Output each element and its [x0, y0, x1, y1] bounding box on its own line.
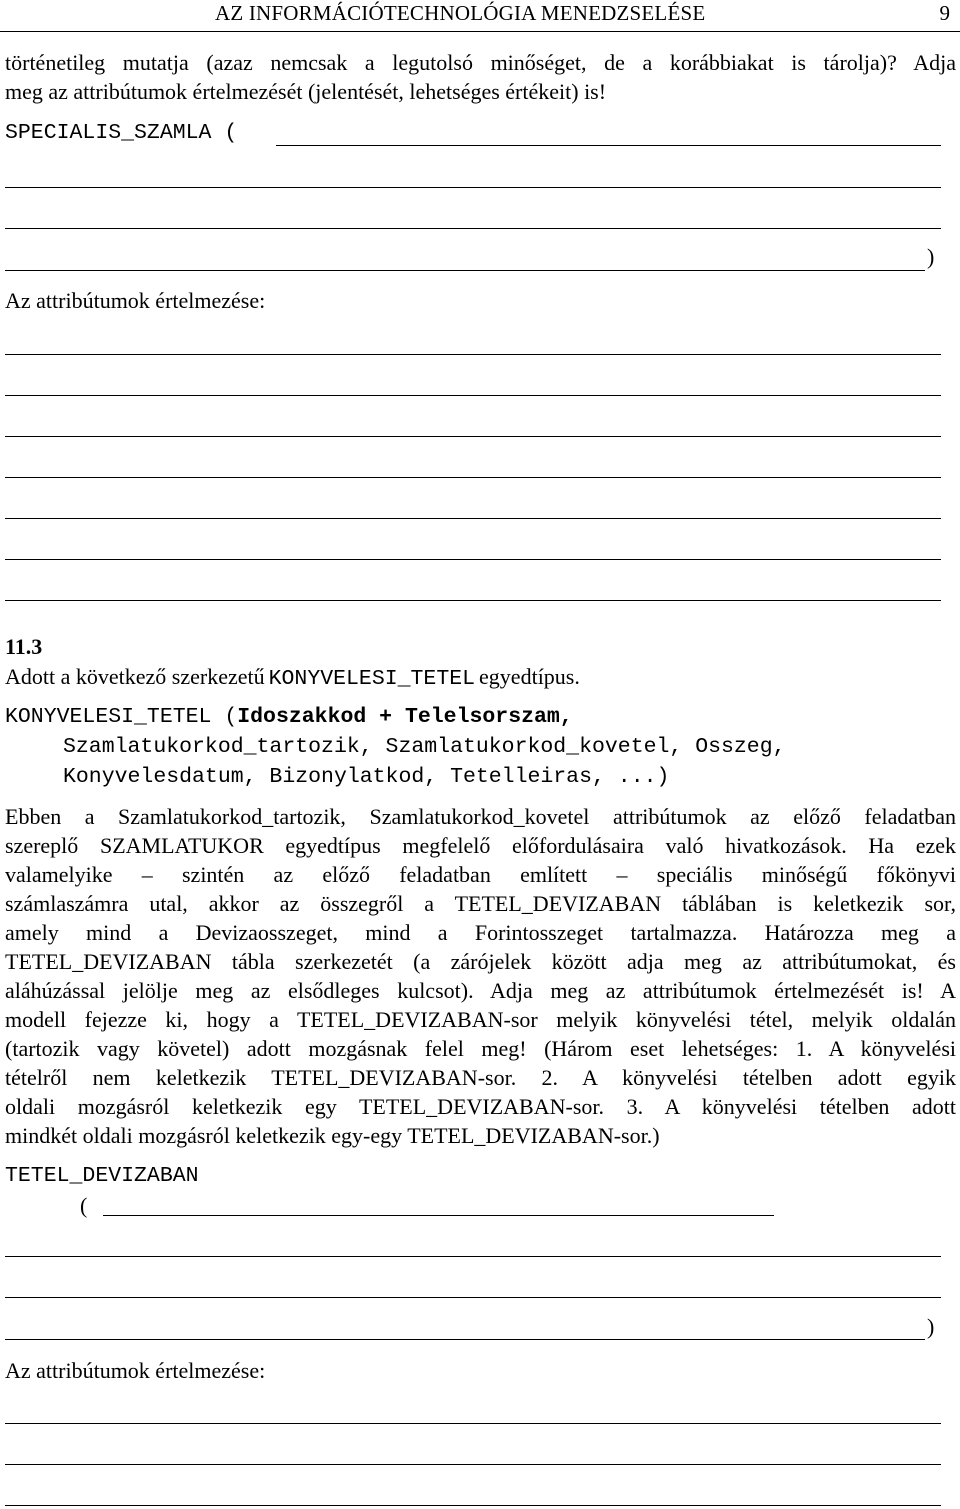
answer-line[interactable] [5, 477, 941, 478]
task-tail: egyedtípus. [479, 664, 580, 689]
body-line: modell fejezze ki, hogy a TETEL_DEVIZABAN-sor melyik könyvelési tétel, melyik oldalán [5, 1007, 956, 1032]
schema-line-1 [5, 702, 573, 732]
page-number: 9 [939, 1, 950, 25]
answer-line[interactable] [5, 1423, 941, 1424]
body-line: oldali mozgásról keletkezik egy TETEL_DEVIZABAN-sor. 3. A könyvelési tételben adott [5, 1094, 956, 1119]
intro-line-2: meg az attribútumok értelmezését (jelentését, lehetséges értékeit) is! [5, 79, 607, 104]
body-line: TETEL_DEVIZABAN tábla szerkezetét (a zárójelek között adja meg az attribútumokat, és [5, 949, 956, 974]
answer-line[interactable] [5, 270, 925, 271]
specialis-szamla-close: ) [927, 244, 935, 269]
answer-line[interactable] [5, 187, 941, 188]
body-line: tételről nem keletkezik TETEL_DEVIZABAN-sor. 2. A könyvelési tételben adott egyik [5, 1065, 956, 1090]
header-title: AZ INFORMÁCIÓTECHNOLÓGIA MENEDZSELÉSE [215, 1, 706, 25]
answer-line[interactable] [5, 600, 941, 601]
body-line: aláhúzással jelölje meg az elsődleges kulcsot). Adja meg az attribútumok értelmezését is! A [5, 978, 956, 1003]
body-line: szereplő SZAMLATUKOR egyedtípus megfelelő előfordulásaira való hivatkozások. Ha ezek [5, 833, 956, 858]
header-rule [0, 31, 960, 32]
body-line: Ebben a Szamlatukorkod_tartozik, Szamlatukorkod_kovetel attribútumok az előző feladatban [5, 804, 956, 829]
answer-line[interactable] [5, 1339, 925, 1340]
body-line: amely mind a Devizaosszeget, mind a Forintosszeget tartalmazza. Határozza meg a [5, 920, 956, 945]
answer-line[interactable] [5, 518, 941, 519]
answer-line[interactable] [5, 1464, 941, 1465]
answer-line[interactable] [5, 1505, 941, 1506]
schema-line-3: Konyvelesdatum, Bizonylatkod, Tetelleiras, ...) [63, 765, 670, 789]
answer-line[interactable] [5, 1297, 941, 1298]
specialis-szamla-open: SPECIALIS_SZAMLA ( [5, 121, 238, 145]
answer-line[interactable] [5, 559, 941, 560]
answer-line[interactable] [5, 354, 941, 355]
attribute-label: Az attribútumok értelmezése: [5, 1358, 266, 1383]
body-line: valamelyike – szintén az előző feladatban említett – speciális minőségű főkönyvi [5, 862, 956, 887]
task-lead: Adott a következő szerkezetű [5, 664, 265, 689]
task-paragraph [5, 802, 956, 1150]
attribute-label: Az attribútumok értelmezése: [5, 288, 266, 313]
task-lead-line [5, 662, 580, 694]
intro-paragraph [5, 48, 956, 106]
answer-line[interactable] [5, 395, 941, 396]
schema-line-2: Szamlatukorkod_tartozik, Szamlatukorkod_kovetel, Osszeg, [63, 735, 786, 759]
tetel-devizaban-close: ) [927, 1314, 935, 1339]
body-line: számlaszámra utal, akkor az összegről a TETEL_DEVIZABAN táblában is keletkezik sor, [5, 891, 956, 916]
answer-line[interactable] [5, 1256, 941, 1257]
intro-line-1: történetileg mutatja (azaz nemcsak a legutolsó minőséget, de a korábbiakat is tárolja)? Adja [5, 50, 956, 75]
body-line: mindkét oldali mozgásról keletkezik egy-egy TETEL_DEVIZABAN-sor.) [5, 1123, 660, 1148]
schema-key: Idoszakkod + Telelsorszam, [237, 705, 573, 729]
tetel-devizaban-open: ( [80, 1193, 88, 1218]
answer-line[interactable] [103, 1215, 774, 1216]
task-entity: KONYVELESI_TETEL [268, 667, 476, 691]
answer-line[interactable] [5, 228, 941, 229]
body-line: (tartozik vagy követel) adott mozgásnak felel meg! (Három eset lehetséges: 1. A könyvelési [5, 1036, 956, 1061]
schema-prefix: KONYVELESI_TETEL ( [5, 705, 238, 729]
task-number: 11.3 [5, 634, 43, 659]
answer-line[interactable] [276, 145, 941, 146]
tetel-devizaban-name: TETEL_DEVIZABAN [5, 1164, 199, 1188]
answer-line[interactable] [5, 436, 941, 437]
